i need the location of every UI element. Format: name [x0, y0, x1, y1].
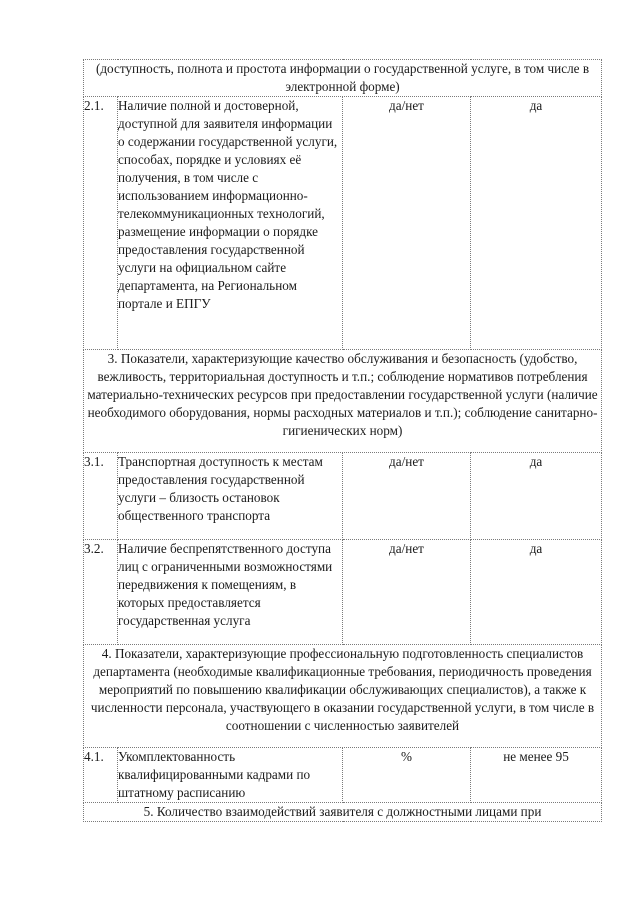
row-number: 3.1. — [84, 453, 118, 540]
indicator-name: Транспортная доступность к местам предоставления государственной услуги – близость остановок общественного транспорта — [118, 453, 343, 540]
normative-value: да — [471, 540, 602, 645]
table-row — [84, 540, 602, 645]
row-number: 4.1. — [84, 748, 118, 803]
row-number: 3.2. — [84, 540, 118, 645]
indicator-name: Укомплектованность квалифицированными кадрами по штатному расписанию — [118, 748, 343, 803]
indicator-name: Наличие беспрепятственного доступа лиц с ограниченными возможностями передвижения к помещениям, в которых предоставляется государственная услуга — [118, 540, 343, 645]
section-2-heading: (доступность, полнота и простота информации о государственной услуге, в том числе в электронной форме) — [84, 60, 602, 97]
indicators-table — [83, 59, 602, 822]
unit-of-measure: да/нет — [343, 453, 471, 540]
unit-of-measure: % — [343, 748, 471, 803]
section-4-heading: 4. Показатели, характеризующие профессиональную подготовленность специалистов департамента (необходимые квалификационные требования, периодичность проведения мероприятий по повышению квалификации обслуживающих специалистов), а также к численности персонала, участвующего в оказании государственной услуги, в том числе в соотношении с численностью заявителей — [84, 645, 602, 748]
section-3-heading-row — [84, 350, 602, 453]
indicator-name: Наличие полной и достоверной, доступной для заявителя информации о содержании государственной услуги, способах, порядке и условиях её получения, в том числе с использованием информационно-телекоммуникационных технологий, размещение информации о порядке предоставления государственной услуги на официальном сайте департамента, на Региональном портале и ЕПГУ — [118, 97, 343, 350]
section-4-heading-row — [84, 645, 602, 748]
normative-value: не менее 95 — [471, 748, 602, 803]
row-number: 2.1. — [84, 97, 118, 350]
section-2-heading-row — [84, 60, 602, 97]
normative-value: да — [471, 453, 602, 540]
unit-of-measure: да/нет — [343, 540, 471, 645]
section-5-heading-row — [84, 803, 602, 822]
section-3-heading: 3. Показатели, характеризующие качество обслуживания и безопасность (удобство, вежливость, территориальная доступность и т.п.; соблюдение нормативов потребления материально-технических ресурсов при предоставлении государственной услуги (наличие необходимого оборудования, нормы расходных материалов и т.п.); соблюдение санитарно-гигиенических норм) — [84, 350, 602, 453]
table-row — [84, 748, 602, 803]
table-row — [84, 97, 602, 350]
unit-of-measure: да/нет — [343, 97, 471, 350]
table-row — [84, 453, 602, 540]
section-5-heading: 5. Количество взаимодействий заявителя с должностными лицами при — [84, 803, 602, 822]
normative-value: да — [471, 97, 602, 350]
